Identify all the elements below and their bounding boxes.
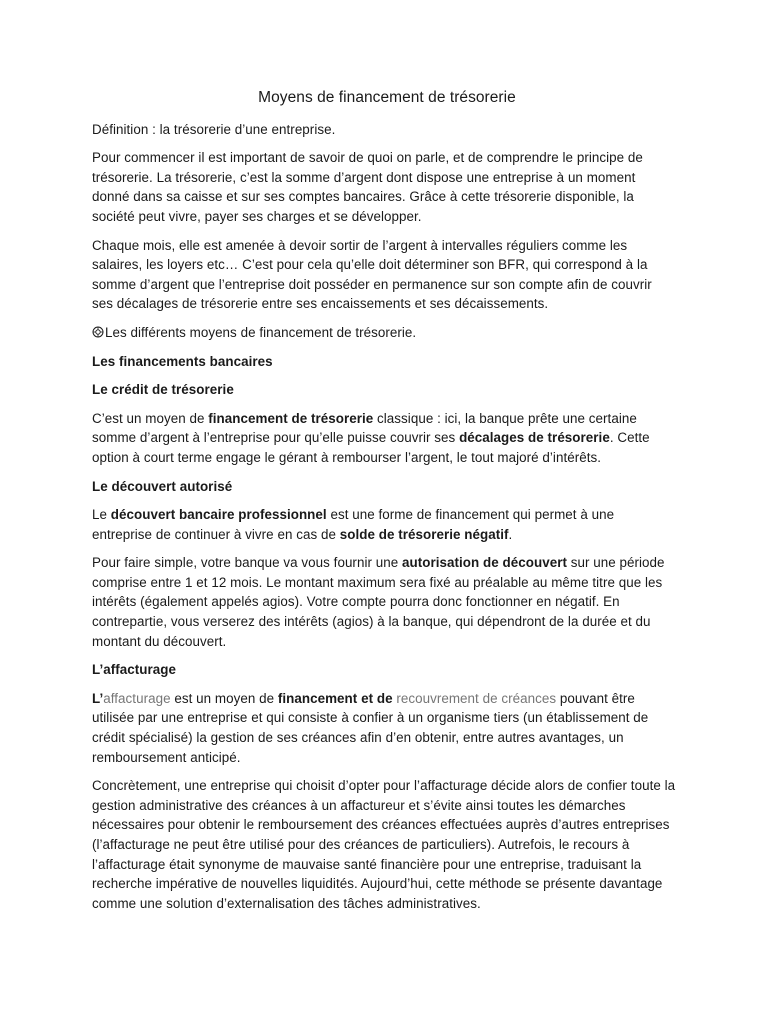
means-intro: [92, 323, 676, 343]
overdraft-paragraph-2: [92, 553, 676, 651]
overdraft-text-3: .: [508, 526, 513, 542]
credit-text-2: classique : ici, la banque prête une certaine somme d’argent à l’entreprise pour qu’elle puisse couvrir ses: [92, 410, 637, 446]
overdraft-text-2: est une forme de financement qui permet à une entreprise de continuer à vivre en cas de: [92, 507, 615, 542]
recouvrement-link[interactable]: recouvrement de créances: [396, 690, 557, 706]
affacturage-link[interactable]: affacturage: [103, 690, 171, 706]
section-heading-overdraft: Le découvert autorisé: [92, 478, 233, 494]
overdraft-paragraph-1: [92, 505, 676, 544]
credit-paragraph: [92, 409, 676, 468]
section-heading-credit: Le crédit de trésorerie: [92, 382, 234, 398]
ornament-icon: [92, 326, 104, 338]
overdraft-bold-1: découvert bancaire professionnel: [110, 507, 327, 523]
factoring-bold-1: L’: [92, 690, 104, 706]
intro-paragraph-2: Chaque mois, elle est amenée à devoir sortir de l’argent à intervalles réguliers comme les salaires, les loyers etc… C’est pour cela qu’elle doit déterminer son BFR, qui correspond à la somme d’argent que l’entreprise doit posséder en permanence sur son compte afin de couvrir ses décalages de trésorerie entre ses encaissements et ses décaissements.: [92, 237, 652, 312]
section-heading-bank: Les financements bancaires: [92, 353, 273, 369]
section-heading-factoring: L’affacturage: [92, 662, 176, 678]
overdraft2-text-1: Pour faire simple, votre banque va vous fournir une: [92, 555, 403, 571]
document-title: Moyens de financement de trésorerie: [258, 89, 516, 106]
overdraft2-bold-1: autorisation de découvert: [402, 555, 567, 571]
credit-bold-1: financement de trésorerie: [208, 410, 374, 426]
factoring-text-3: pouvant être utilisée par une entreprise et qui consiste à confier à un organisme tiers (un établissement de crédit spécialisé) la gestion de ses créances afin d’en obtenir, entre autres avantages, un remboursement anticipé.: [92, 690, 649, 765]
overdraft-text-1: Le: [92, 507, 111, 523]
overdraft-bold-2: solde de trésorerie négatif: [339, 526, 509, 542]
definition-line: Définition : la trésorerie d’une entreprise.: [92, 121, 336, 137]
factoring-paragraph-2: Concrètement, une entreprise qui choisit d’opter pour l’affacturage décide alors de confier toute la gestion administrative des créances à un affactureur et s’évite ainsi toutes les démarches nécessaires pour obtenir le remboursement des créances effectuées auprès d’autres entreprises (l’affacturage ne peut être utilisé pour des créances de particuliers). Autrefois, le recours à l’affacturage était synonyme de mauvaise santé financière pour une entreprise, traduisant la recherche impérative de nouvelles liquidités. Aujourd’hui, cette méthode se présente davantage comme une solution d’externalisation des tâches administratives.: [92, 778, 676, 911]
factoring-text-1: est un moyen de: [170, 690, 278, 706]
factoring-paragraph-1: [92, 689, 676, 767]
credit-text-1: C’est un moyen de: [92, 410, 209, 426]
credit-text-3: . Cette option à court terme engage le gérant à rembourser l’argent, le tout majoré d’intérêts.: [92, 430, 650, 465]
overdraft2-text-2: sur une période comprise entre 1 et 12 mois. Le montant maximum sera fixé au préalable au même titre que les intérêts (également appelés agios). Votre compte pourra donc fonctionner en négatif. En contrepartie, vous verserez des intérêts (agios) à la banque, qui dépendront de la durée et du montant du découvert.: [92, 555, 665, 649]
means-intro-text: Les différents moyens de financement de trésorerie.: [105, 324, 417, 340]
credit-bold-2: décalages de trésorerie: [459, 430, 610, 446]
factoring-bold-2: financement et de: [277, 690, 393, 706]
intro-paragraph-1: Pour commencer il est important de savoir de quoi on parle, et de comprendre le principe de trésorerie. La trésorerie, c’est la somme d’argent dont dispose une entreprise à un moment donné dans sa caisse et sur ses comptes bancaires. Grâce à cette trésorerie disponible, la société peut vivre, payer ses charges et se développer.: [92, 150, 643, 224]
